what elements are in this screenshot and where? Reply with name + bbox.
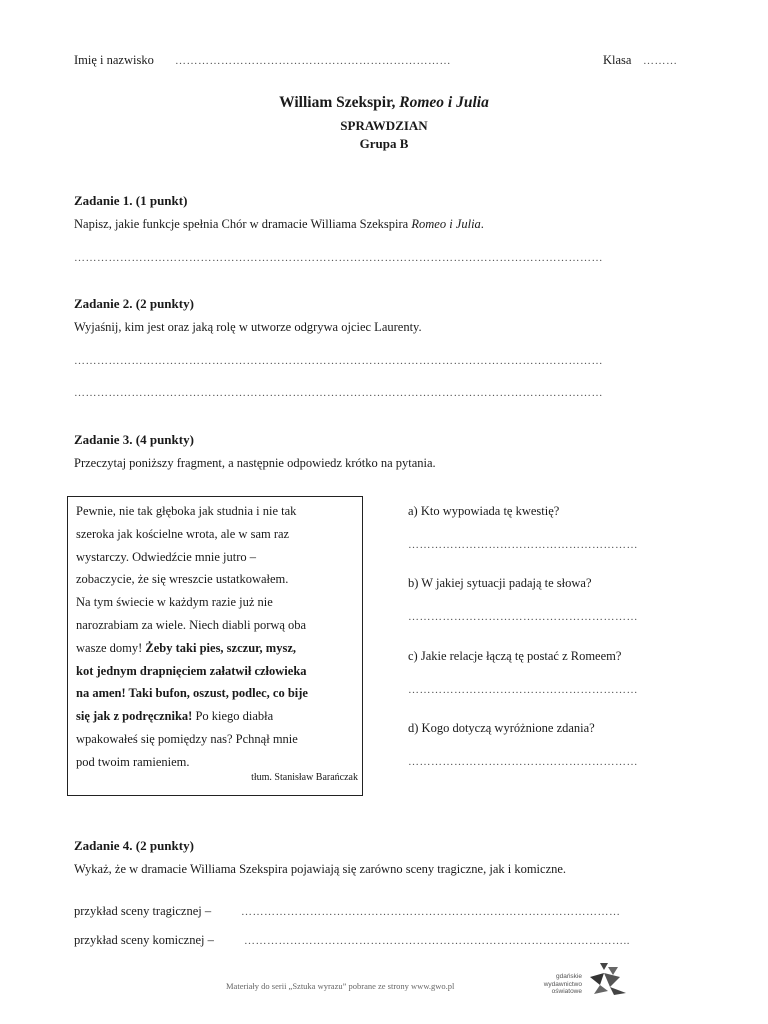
title-work: Romeo i Julia [399, 94, 489, 111]
task1-title: Zadanie 1. (1 punkt) [74, 193, 188, 208]
task2-question: Wyjaśnij, kim jest oraz jaką rolę w utworze odgrywa ojciec Laurenty. [74, 320, 422, 334]
task4-question: Wykaż, że w dramacie Williama Szekspira pojawiają się zarówno sceny tragiczne, jak i komiczne. [74, 862, 567, 876]
comic-scene-label: przykład sceny komicznej – [74, 933, 214, 947]
task2-answer-line-2[interactable]: ………………………………………………………………………………………………………………………… [74, 387, 603, 399]
comic-scene-answer[interactable]: ……………………………………………………………………………………….. [244, 935, 630, 947]
fragment-line: wpakowałeś się pomiędzy nas? Pchnął mnie [76, 731, 298, 746]
tragic-scene-label: przykład sceny tragicznej – [74, 904, 212, 918]
question-c: c) Jakie relacje łączą tę postać z Romeem? [408, 649, 622, 663]
fragment-normal: Po kiego diabła [192, 709, 274, 724]
page-title [0, 94, 768, 112]
task3-title: Zadanie 3. (4 punkty) [74, 432, 194, 447]
answer-a-line[interactable]: …………………………………………………… [408, 539, 638, 551]
task1-answer-line[interactable]: ………………………………………………………………………………………………………………………… [74, 252, 603, 264]
question-b: b) W jakiej sytuacji padają te słowa? [408, 576, 592, 590]
group-label: Grupa B [359, 136, 409, 151]
translator-credit: tłum. Stanisław Barańczak [251, 772, 358, 783]
class-label: Klasa [603, 53, 632, 67]
fragment-line: zobaczycie, że się wreszcie ustatkowałem. [76, 572, 289, 587]
task1-text: Napisz, jakie funkcje spełnia Chór w dramacie Williama Szekspira [74, 217, 412, 231]
name-field[interactable]: ……………………………………………………………… [175, 55, 451, 67]
page-subtitle: SPRAWDZIAN [340, 118, 428, 133]
name-label: Imię i nazwisko [74, 53, 154, 67]
task1-question [74, 217, 484, 232]
answer-d-line[interactable]: …………………………………………………… [408, 756, 638, 768]
footer-text: Materiały do serii „Sztuka wyrazu” pobrane ze strony www.gwo.pl [226, 981, 455, 991]
fragment-line: szeroka jak kościelne wrota, ale w sam raz [76, 526, 290, 541]
tragic-scene-answer[interactable]: ……………………………………………………………………………………… [241, 906, 621, 918]
question-d: d) Kogo dotyczą wyróżnione zdania? [408, 721, 595, 735]
publisher-line: gdańskie [555, 973, 582, 980]
fragment-highlight-line: kot jednym drapnięciem załatwił człowieka [76, 663, 307, 678]
fragment-line: narozrabiam za wiele. Niech diabli porwą oba [76, 617, 307, 632]
fragment-line: wystarczy. Odwiedźcie mnie jutro – [76, 549, 257, 564]
publisher-line: oświatowe [551, 988, 582, 995]
publisher-line: wydawnictwo [543, 980, 582, 988]
fragment-highlight: się jak z podręcznika! [76, 709, 193, 724]
fragment-normal: wasze domy! [76, 640, 146, 655]
task2-answer-line-1[interactable]: ………………………………………………………………………………………………………………………… [74, 355, 603, 367]
answer-c-line[interactable]: …………………………………………………… [408, 684, 638, 696]
title-author: William Szekspir, [279, 94, 400, 111]
fragment-line [76, 705, 360, 728]
question-a: a) Kto wypowiada tę kwestię? [408, 504, 560, 518]
fragment-text [76, 500, 360, 774]
fragment-highlight-line: na amen! Taki bufon, oszust, podlec, co bije [76, 686, 308, 701]
task3-instruction: Przeczytaj poniższy fragment, a następnie odpowiedz krótko na pytania. [74, 456, 436, 470]
publisher-logo-icon [586, 961, 630, 997]
fragment-line: Na tym świecie w każdym razie już nie [76, 595, 273, 610]
task4-title: Zadanie 4. (2 punkty) [74, 838, 194, 853]
fragment-highlight: Żeby taki pies, szczur, mysz, [145, 640, 296, 655]
publisher-name [528, 973, 582, 996]
fragment-line [76, 637, 360, 660]
fragment-line: pod twoim ramieniem. [76, 754, 190, 769]
task1-work-title: Romeo i Julia [411, 217, 481, 231]
task2-title: Zadanie 2. (2 punkty) [74, 296, 194, 311]
class-field[interactable]: ……… [643, 55, 678, 67]
answer-b-line[interactable]: …………………………………………………… [408, 611, 638, 623]
task1-period: . [480, 217, 484, 231]
fragment-line: Pewnie, nie tak głęboka jak studnia i nie tak [76, 504, 297, 518]
